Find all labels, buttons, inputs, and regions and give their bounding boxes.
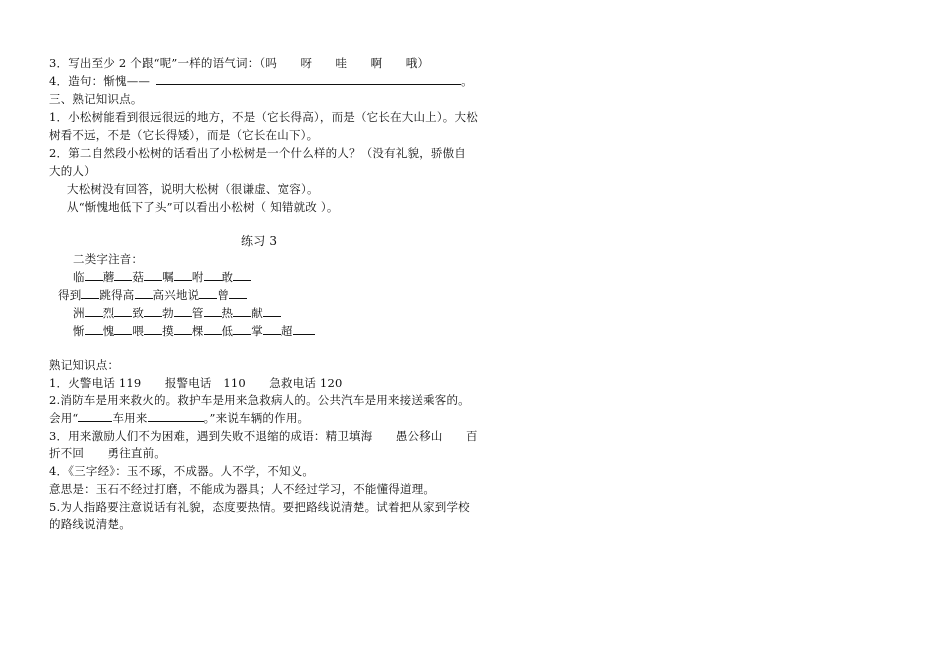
pinyin-blank: [114, 323, 132, 335]
point-2-line-1: 2．第二自然段小松树的话看出了小松树是一个什么样的人？（没有礼貌，骄傲自: [49, 146, 467, 160]
pinyin-blank: [233, 305, 251, 317]
point-1-line-2: 树看不远，不是（它长得矮），而是（它长在山下）。: [49, 128, 319, 142]
pinyin-blank: [204, 269, 222, 281]
pinyin-blank: [204, 323, 222, 335]
q4-sentence-making: [49, 73, 473, 89]
pinyin-blank: [81, 287, 99, 299]
pinyin-blank: [174, 323, 192, 335]
char: 菇: [132, 270, 145, 284]
char: 勃: [162, 306, 174, 320]
directions-line-1: 5.为人指路要注意说话有礼貌，态度要热情。要把路线说清楚。试着把从家到学校: [49, 500, 470, 514]
exercise-title: 练习 3: [241, 234, 278, 248]
pattern-start: 会用“: [49, 411, 79, 425]
pinyin-row-1: [73, 269, 251, 285]
q4-label: 4．造句：惭愧——: [49, 74, 151, 88]
pinyin-blank: [114, 305, 132, 317]
char: 献: [251, 306, 263, 320]
point-1-line-1: 1．小松树能看到很远很远的地方，不是（它长得高），而是（它长在大山上）。大松: [49, 110, 478, 124]
pinyin-blank: [135, 287, 153, 299]
classic-meaning: 意思是：玉石不经过打磨，不能成为器具；人不经过学习，不能懂得道理。: [49, 482, 436, 496]
pinyin-blank: [85, 305, 103, 317]
pinyin-blank: [199, 287, 217, 299]
three-character-classic: 4．《三字经》：玉不琢，不成器。人不学，不知义。: [49, 464, 315, 478]
char: 摸: [162, 324, 174, 338]
pinyin-blank: [204, 305, 222, 317]
word: 跳得高: [99, 288, 135, 302]
pattern-mid: 车用来: [112, 411, 148, 425]
point-3: 大松树没有回答，说明大松树（很谦虚、宽容）。: [67, 182, 319, 196]
char: 惭: [73, 324, 85, 338]
vehicle-sentence-pattern: [49, 410, 309, 426]
pinyin-row-4: [73, 323, 315, 339]
section-three-heading: 三、熟记知识点。: [49, 92, 143, 106]
point-2-line-2: 大的人）: [49, 164, 96, 178]
char: 掌: [251, 324, 263, 338]
q4-end: 。: [461, 74, 473, 88]
idioms-line-2: 折不回 勇往直前。: [49, 446, 166, 460]
char: 洲: [73, 306, 85, 320]
pinyin-blank: [144, 305, 162, 317]
emergency-numbers: 1．火警电话 119 报警电话 110 急救电话 120: [49, 376, 343, 390]
char: 超: [280, 324, 293, 338]
pinyin-blank: [174, 305, 192, 317]
q3-modal-particles: 3．写出至少 2 个跟“呢”一样的语气词：（吗 呀 哇 啊 哦）: [49, 56, 430, 70]
char: 热: [221, 306, 234, 320]
char: 嘱: [162, 270, 174, 284]
pinyin-row-2: [58, 287, 247, 303]
char: 棵: [191, 324, 204, 338]
knowledge-heading: 熟记知识点：: [49, 358, 120, 372]
directions-line-2: 的路线说清楚。: [49, 517, 131, 531]
answer-blank: [156, 73, 461, 85]
char: 喂: [132, 324, 145, 338]
char: 临: [73, 270, 85, 284]
char: 愧: [102, 324, 115, 338]
char: 咐: [191, 270, 204, 284]
pinyin-blank: [293, 323, 315, 335]
char: 致: [132, 306, 145, 320]
pinyin-blank: [85, 269, 103, 281]
word: 曾: [217, 288, 230, 302]
word: 高兴地说: [152, 288, 200, 302]
pinyin-blank: [263, 305, 281, 317]
point-4: 从“惭愧地低下了头”可以看出小松树（ 知错就改 ）。: [67, 200, 339, 214]
pinyin-blank: [114, 269, 132, 281]
char: 烈: [102, 306, 115, 320]
char: 低: [221, 324, 234, 338]
pinyin-heading: 二类字注音：: [73, 252, 144, 266]
pinyin-blank: [85, 323, 103, 335]
pinyin-blank: [144, 269, 162, 281]
char: 管: [191, 306, 204, 320]
pattern-end: 。”来说车辆的作用。: [203, 411, 310, 425]
pinyin-blank: [233, 323, 251, 335]
pinyin-blank: [229, 287, 247, 299]
pinyin-row-3: [73, 305, 281, 321]
answer-blank: [78, 410, 112, 422]
idioms-line-1: 3．用来激励人们不为困难，遇到失败不退缩的成语：精卫填海 愚公移山 百: [49, 429, 478, 443]
char: 蘑: [102, 270, 115, 284]
pinyin-blank: [144, 323, 162, 335]
answer-blank: [148, 410, 204, 422]
char: 敢: [221, 270, 234, 284]
vehicles-line: 2.消防车是用来救火的。救护车是用来急救病人的。公共汽车是用来接送乘客的。: [49, 393, 470, 407]
pinyin-blank: [174, 269, 192, 281]
pinyin-blank: [233, 269, 251, 281]
pinyin-blank: [263, 323, 281, 335]
word: 得到: [58, 288, 82, 302]
